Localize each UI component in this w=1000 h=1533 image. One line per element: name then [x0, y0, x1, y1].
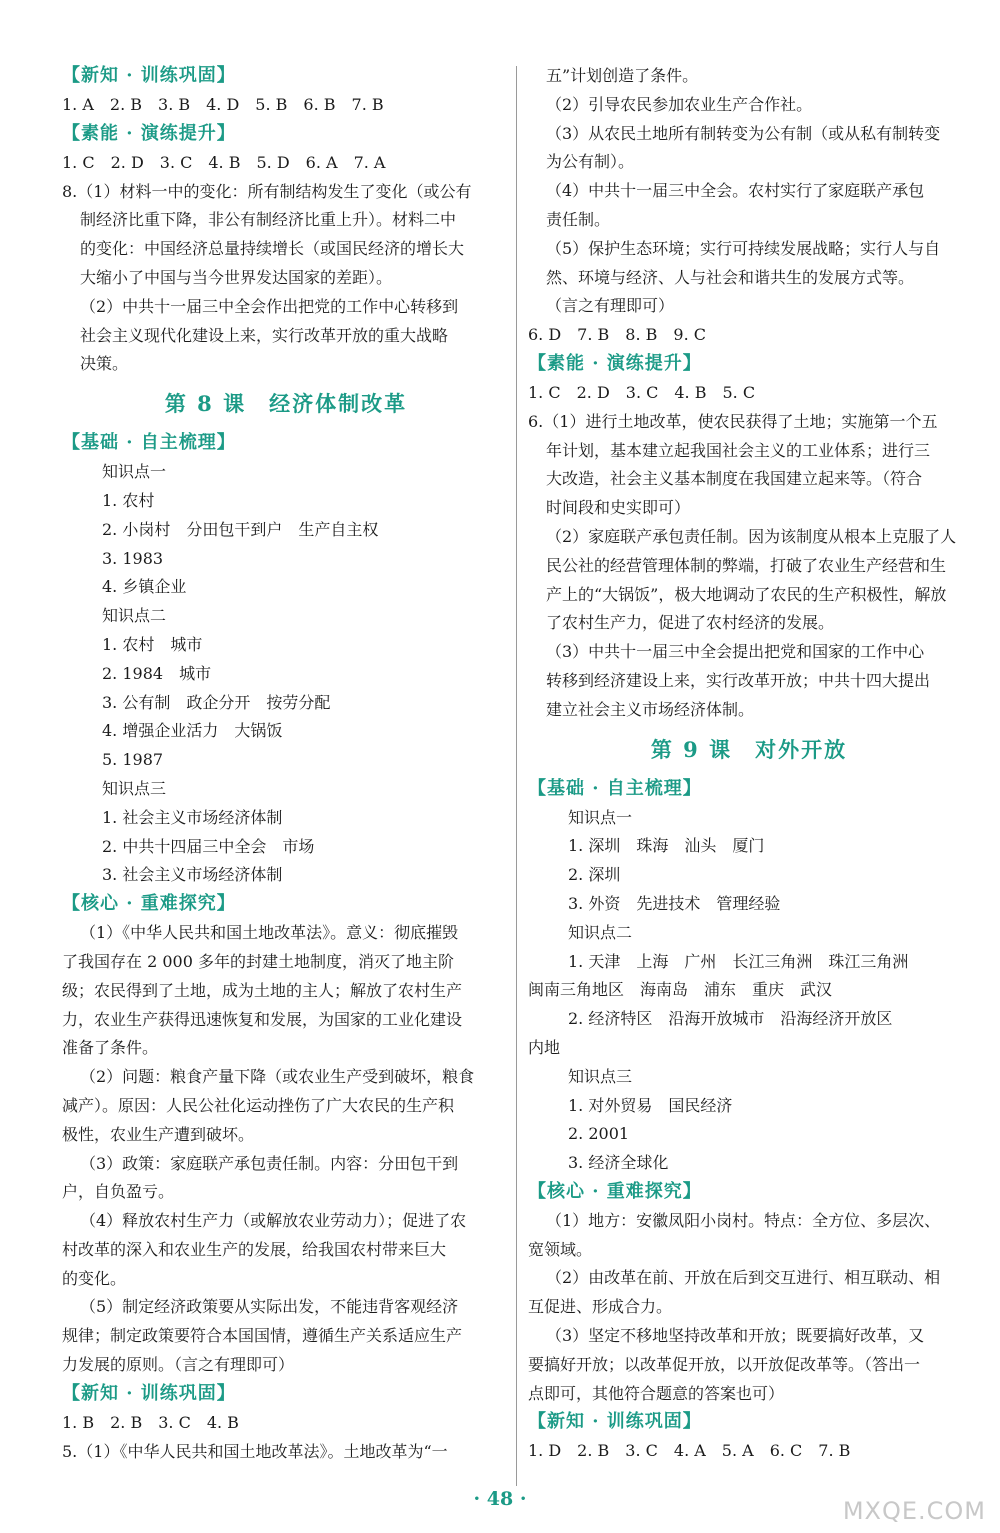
- answer-line: 1. A 2. B 3. B 4. D 5. B 6. B 7. B: [62, 95, 384, 114]
- page-number: · 48 ·: [473, 1488, 527, 1510]
- answer-line: 极性，农业生产遭到破坏。: [62, 1124, 255, 1144]
- answer-line: 1. D 2. B 3. C 4. A 5. A 6. C 7. B: [528, 1441, 851, 1461]
- answer-line: 1. 天津 上海 广州 长江三角洲 珠江三角洲: [568, 951, 909, 971]
- answer-line: 1. 农村: [102, 490, 155, 510]
- answer-line: 转移到经济建设上来，实行改革开放；中共十四大提出: [546, 670, 931, 690]
- lesson-title: 第 8 课 经济体制改革: [164, 391, 408, 417]
- section-header: 【新知 · 训练巩固】: [528, 1411, 702, 1433]
- answer-line: 了农村生产力，促进了农村经济的发展。: [546, 613, 835, 633]
- answer-line: （3）坚定不移地坚持改革和开放；既要搞好改革，又: [546, 1326, 925, 1346]
- answer-line: 级；农民得到了土地，成为土地的主人；解放了农村生产: [62, 980, 463, 1000]
- right-column: [528, 62, 970, 1466]
- answer-line: 准备了条件。: [62, 1038, 159, 1058]
- answer-line: 1. 农村 城市: [102, 634, 203, 654]
- knowledge-point: 知识点一: [568, 807, 633, 827]
- answer-line: 2. 深圳: [568, 865, 621, 885]
- answer-line: 村改革的深入和农业生产的发展，给我国农村带来巨大: [62, 1239, 447, 1259]
- answer-line: 民公社的经营管理体制的弊端，打破了农业生产经营和生: [546, 555, 947, 575]
- section-header: 【核心 · 重难探究】: [528, 1180, 702, 1202]
- answer-line: （4）中共十一届三中全会。农村实行了家庭联产承包: [546, 181, 925, 201]
- answer-line: （2）问题：粮食产量下降（或农业生产受到破坏，粮食: [80, 1067, 475, 1087]
- section-header: 【基础 · 自主梳理】: [62, 432, 236, 454]
- answer-line: 闽南三角地区 海南岛 浦东 重庆 武汉: [528, 980, 833, 1000]
- answer-line: 2. 2001: [568, 1124, 630, 1144]
- answer-line: 五”计划创造了条件。: [546, 66, 699, 85]
- answer-line: 了我国存在 2 000 多年的封建土地制度，消灭了地主阶: [62, 951, 454, 971]
- answer-line: 1. 社会主义市场经济体制: [102, 807, 283, 827]
- answer-line: 2. 中共十四届三中全会 市场: [102, 836, 315, 856]
- answer-line: 1. C 2. D 3. C 4. B 5. C: [528, 382, 756, 402]
- answer-line: 2. 1984 城市: [102, 663, 212, 683]
- answer-line: 年计划，基本建立起我国社会主义的工业体系；进行三: [546, 440, 931, 460]
- answer-line: 制经济比重下降，非公有制经济比重上升）。材料二中: [80, 210, 457, 230]
- answer-line: （2）引导农民参加农业生产合作社。: [546, 94, 813, 114]
- answer-line: 6. D 7. B 8. B 9. C: [528, 325, 706, 345]
- answer-line: 1. C 2. D 3. C 4. B 5. D 6. A 7. A: [62, 152, 386, 172]
- knowledge-point: 知识点二: [568, 922, 633, 942]
- answer-line: 1. 对外贸易 国民经济: [568, 1095, 733, 1115]
- answer-line: 6.（1）进行土地改革，使农民获得了土地；实施第一个五: [528, 411, 938, 431]
- answer-line: 5. 1987: [102, 750, 164, 770]
- answer-line: 1. B 2. B 3. C 4. B: [62, 1412, 239, 1432]
- answer-line: 社会主义现代化建设上来，实行改革开放的重大战略: [80, 325, 449, 345]
- answer-line: 为公有制）。: [546, 152, 635, 172]
- answer-line: 然、环境与经济、人与社会和谐共生的发展方式等。: [546, 267, 915, 287]
- answer-line: 责任制。: [546, 209, 611, 229]
- knowledge-point: 知识点三: [568, 1066, 633, 1086]
- knowledge-point: 知识点一: [102, 462, 167, 482]
- answer-line: （1）地方：安徽凤阳小岗村。特点：全方位、多层次、: [546, 1210, 941, 1230]
- answer-line: 8.（1）材料一中的变化：所有制结构发生了变化（或公有: [62, 181, 472, 201]
- answer-line: 时间段和史实即可）: [546, 498, 691, 518]
- section-header: 【基础 · 自主梳理】: [528, 777, 702, 799]
- answer-line: 3. 经济全球化: [568, 1153, 669, 1173]
- answer-line: 减产）。原因：人民公社化运动挫伤了广大农民的生产积: [62, 1095, 455, 1115]
- section-header: 【素能 · 演练提升】: [528, 352, 702, 374]
- knowledge-point: 知识点三: [102, 778, 167, 798]
- answer-line: 户，自负盈亏。: [62, 1182, 175, 1202]
- answer-line: 互促进、形成合力。: [528, 1297, 673, 1317]
- answer-line: （4）释放农村生产力（或解放农业劳动力）；促进了农: [80, 1211, 467, 1231]
- answer-line: 建立社会主义市场经济体制。: [546, 699, 755, 719]
- answer-line: 2. 小岗村 分田包干到户 生产自主权: [102, 519, 379, 539]
- answer-line: 力发展的原则。（言之有理即可）: [62, 1355, 295, 1375]
- left-column: [62, 62, 510, 1466]
- answer-line: （言之有理即可）: [546, 296, 675, 316]
- section-header: 【素能 · 演练提升】: [62, 122, 236, 144]
- answer-line: （2）中共十一届三中全会作出把党的工作中心转移到: [80, 296, 459, 316]
- section-header: 【核心 · 重难探究】: [62, 893, 236, 915]
- knowledge-point: 知识点二: [102, 606, 167, 626]
- answer-line: （3）政策：家庭联产承包责任制。内容：分田包干到: [80, 1153, 459, 1173]
- answer-line: （1）《中华人民共和国土地改革法》。意义：彻底摧毁: [80, 923, 459, 943]
- answer-line: 宽领域。: [528, 1239, 593, 1259]
- answer-line: 3. 公有制 政企分开 按劳分配: [102, 692, 331, 712]
- answer-line: 产上的“大锅饭”，极大地调动了农民的生产积极性，解放: [546, 584, 947, 604]
- section-header: 【新知 · 训练巩固】: [62, 65, 236, 86]
- answer-line: 1. 深圳 珠海 汕头 厦门: [568, 836, 765, 856]
- answer-line: 要搞好开放；以改革促开放，以开放促改革等。（答出一: [528, 1354, 921, 1374]
- answer-line: （5）制定经济政策要从实际出发，不能违背客观经济: [80, 1297, 459, 1317]
- answer-line: 4. 增强企业活力 大锅饭: [102, 721, 283, 741]
- answer-line: （3）从农民土地所有制转变为公有制（或从私有制转变: [546, 123, 941, 143]
- answer-line: 决策。: [80, 354, 129, 374]
- answer-line: 大改造，社会主义基本制度在我国建立起来等。（符合: [546, 469, 923, 489]
- answer-line: 规律；制定政策要符合本国国情，遵循生产关系适应生产: [62, 1326, 463, 1346]
- section-header: 【新知 · 训练巩固】: [62, 1382, 236, 1404]
- answer-line: 2. 经济特区 沿海开放城市 沿海经济开放区: [568, 1009, 893, 1029]
- answer-line: （3）中共十一届三中全会提出把党和国家的工作中心: [546, 642, 925, 662]
- answer-line: 大缩小了中国与当今世界发达国家的差距）。: [80, 267, 393, 287]
- answer-line: 5.（1）《中华人民共和国土地改革法》。土地改革为“一: [62, 1441, 448, 1461]
- answer-line: 的变化。: [62, 1268, 127, 1288]
- answer-line: （5）保护生态环境；实行可持续发展战略；实行人与自: [546, 238, 941, 258]
- answer-line: 3. 1983: [102, 548, 164, 568]
- answer-line: 3. 社会主义市场经济体制: [102, 865, 283, 885]
- answer-line: 的变化：中国经济总量持续增长（或国民经济的增长大: [80, 239, 465, 259]
- answer-line: 点即可，其他符合题意的答案也可）: [528, 1383, 785, 1403]
- answer-line: 4. 乡镇企业: [102, 577, 187, 597]
- answer-line: 3. 外资 先进技术 管理经验: [568, 893, 781, 913]
- watermark-logo: MXQE.COM: [842, 1497, 986, 1525]
- answer-line: （2）由改革在前、开放在后到交互进行、相互联动、相: [546, 1268, 941, 1288]
- answer-line: 力，农业生产获得迅速恢复和发展，为国家的工业化建设: [62, 1009, 463, 1029]
- answer-line: （2）家庭联产承包责任制。因为该制度从根本上克服了人: [546, 526, 957, 546]
- lesson-title: 第 9 课 对外开放: [650, 736, 848, 762]
- column-divider: [516, 66, 517, 1486]
- answer-line: 内地: [528, 1037, 561, 1057]
